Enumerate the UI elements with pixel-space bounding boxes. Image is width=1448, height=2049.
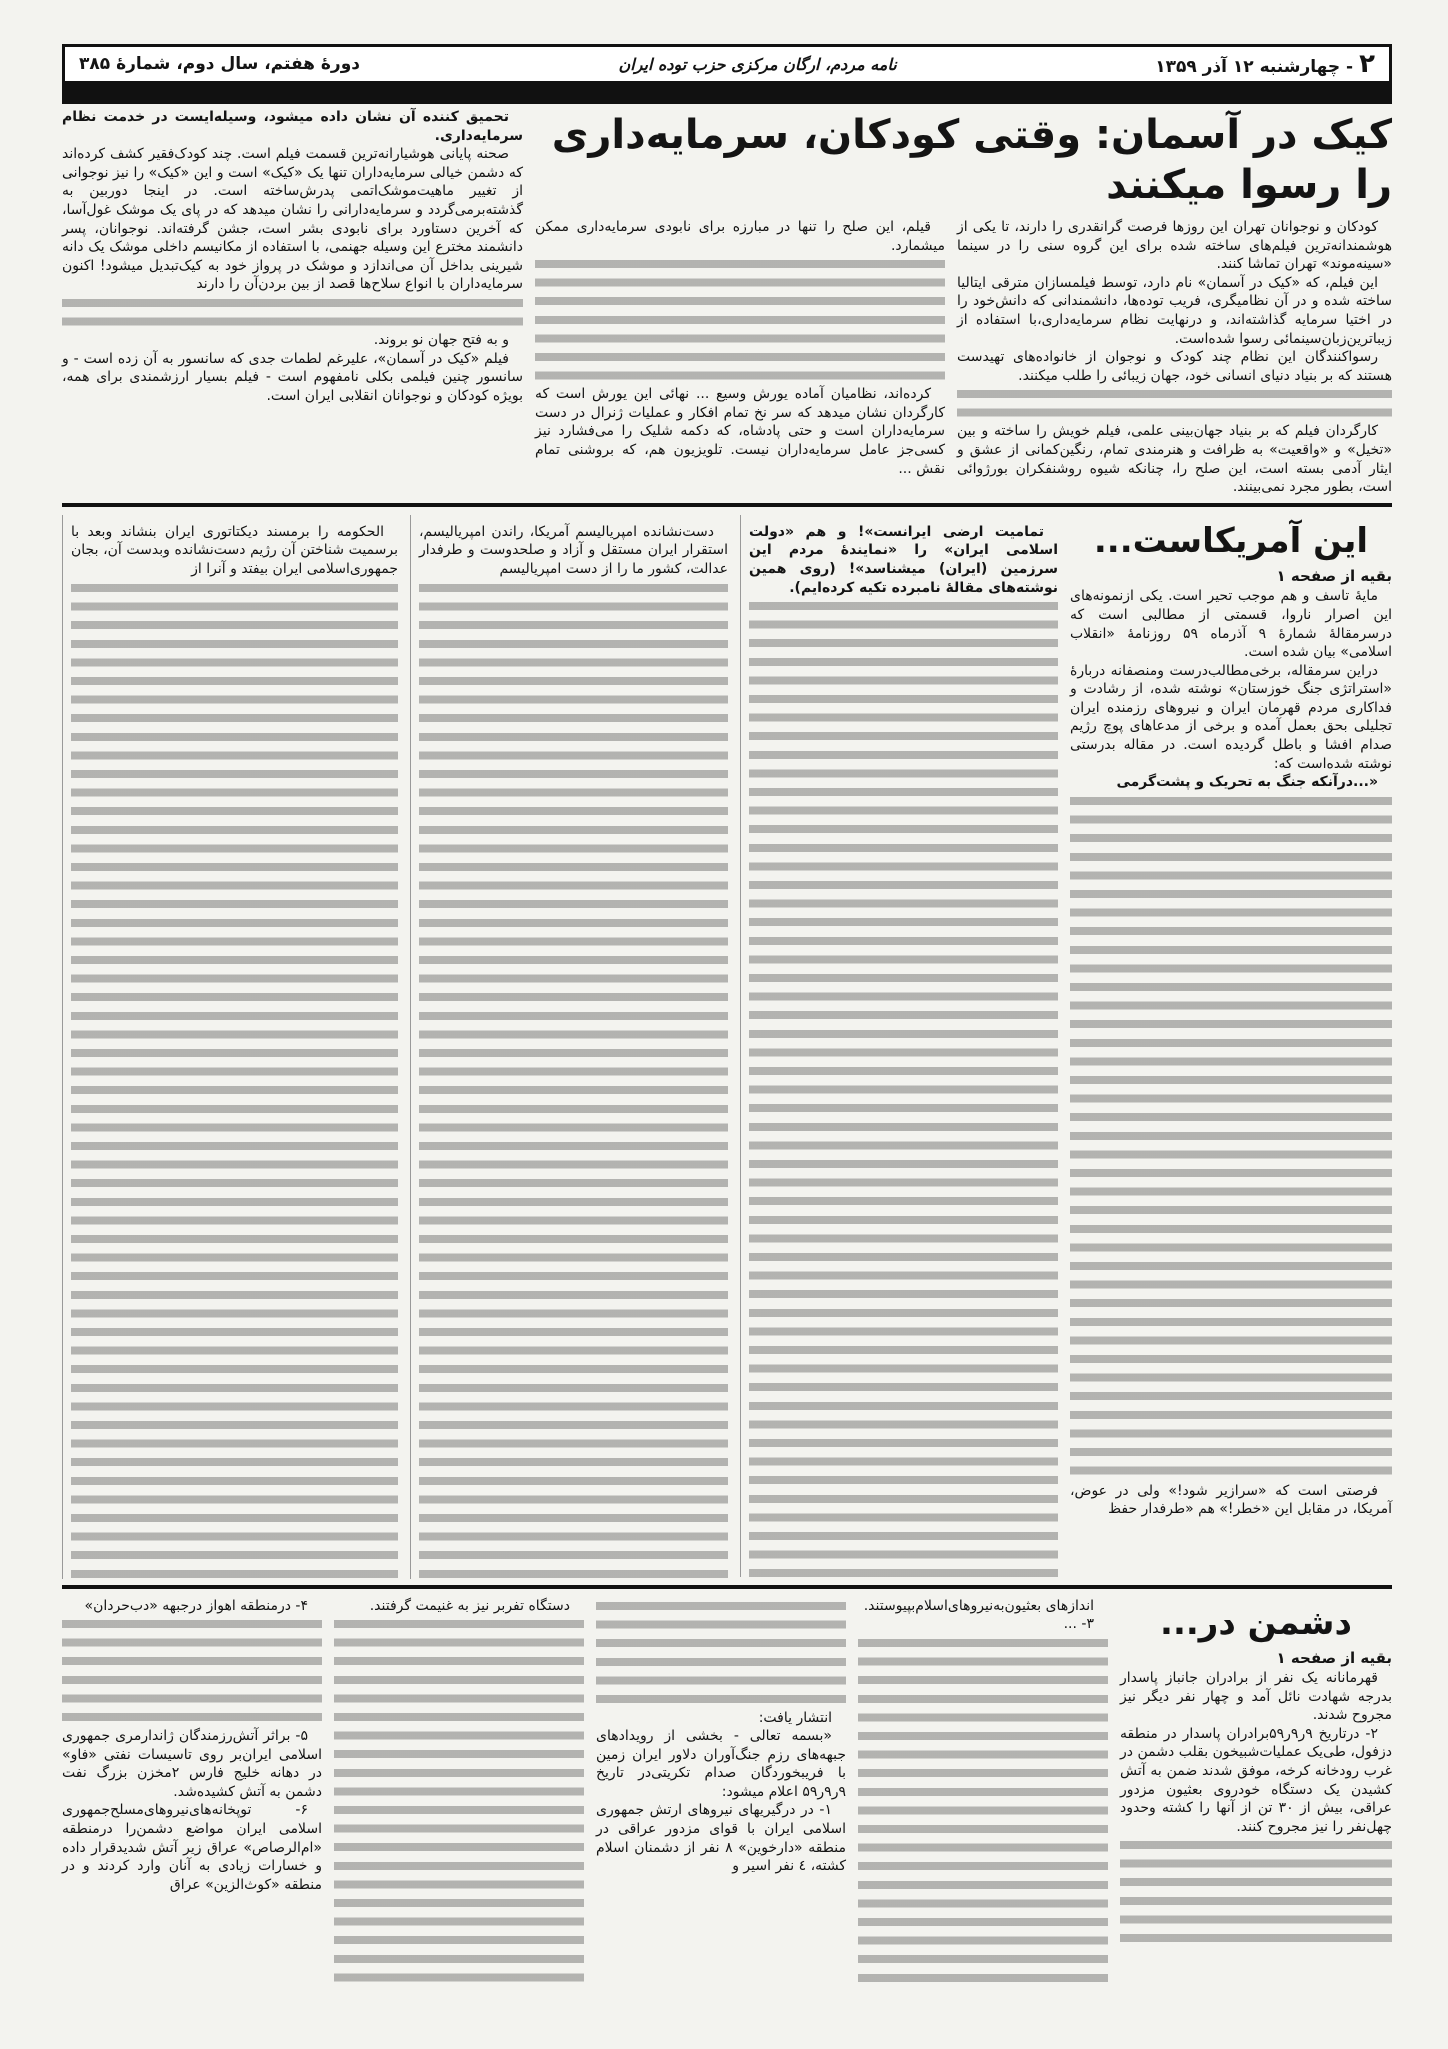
- paragraph: ۱- در درگیریهای نیروهای ارتش جمهوری اسلامی ایران با قوای مزدور عراقی در منطقه «دارخوین» ۸ نفر از دشمنان اسلام کشته، ٤ نفر اسیر و: [596, 1802, 846, 1875]
- section-divider: [62, 503, 1392, 507]
- section-divider: [62, 1585, 1392, 1589]
- text-lines: [957, 385, 1392, 422]
- paragraph: ۲- درتاریخ ۹ر۹ر۵۹برادران پاسدار در منطقه دزفول، طی‌یک عملیات‌شبیخون بقلب دشمن در غرب رودخانه کرخه، موفق شدند ضمن به آتش کشیدن یک دستگاه خودروی بعثیون مزدور عراقی، بیش از ۳۰ تن از آنها را کشته وحدود چهل‌نفر را نیز مجروح کنند.: [1120, 1725, 1392, 1835]
- page-number: ۲: [1359, 49, 1375, 79]
- paragraph: ۵- براثر آتش‌رزمندگان ژاندارمری جمهوری اسلامی ایران‌بر روی تاسیسات نفتی «فاو» در دهانه خلیج فارس ۲مخزن بزرگ نفت دشمن به آتش کشیده‌شد.: [62, 1728, 322, 1800]
- text-lines: [749, 597, 1058, 1577]
- paragraph: فرصتی است که «سرازیر شود!» ولی در عوض، آمریکا، در مقابل این «خطر!» هم «طرفدار حفظ: [1070, 1482, 1392, 1518]
- issue-info: دورهٔ هفتم، سال دوم، شمارهٔ ۳۸۵: [79, 54, 360, 74]
- article-enemy-headline: دشمن در...: [1160, 1602, 1352, 1643]
- paragraph: این فیلم، که «کیک در آسمان» نام دارد، توسط فیلمسازان مترقی ایتالیا ساخته شده و در آن نظامیگری، فریب توده‌ها، دانشمندانی که دانش‌خود را در اختیا سرمایه گذاشته‌اند، و درنهایت نظام سرمایه‌داری،با استفاده از زیباترین‌زبان‌سینمائی رسوا شده‌است.: [957, 274, 1392, 347]
- film-col-right: [957, 218, 1392, 497]
- paragraph: رسواکنندگان این نظام چند کودک و نوجوان از خانواده‌های تهیدست هستند که بر بنیاد دنیای انسانی خود، جهان زیبائی را طلب میکنند.: [957, 349, 1392, 384]
- paragraph: ۳- ...: [1063, 1616, 1094, 1633]
- continued-label: بقیه از صفحه ۱: [1276, 566, 1392, 585]
- paragraph: تحمیق کننده آن نشان داده میشود، وسیله‌ایست در خدمت نظام سرمایه‌داری.: [62, 109, 523, 144]
- america-col-2: [740, 515, 1058, 1577]
- america-col-4: [62, 515, 398, 1579]
- masthead-bar: [65, 81, 1389, 101]
- enemy-col-1: [1120, 1597, 1392, 1947]
- paragraph: ۶- توپخانه‌های‌نیروهای‌مسلح‌جمهوری اسلامی ایران مواضع دشمن‌را درمنطقه «ام‌الرصاص» عراق زیر آتش شدیدقرار داده و خسارات زیادی به آنان وارد کردند و در منطقه «کوث‌الزین» عراق: [62, 1802, 322, 1893]
- paragraph: دراین سرمقاله، برخی‌مطالب‌درست ومنصفانه دربارهٔ «استراتژی جنگ خوزستان» نوشته شده، از رشادت و فداکاری مردم قهرمان ایران و نیروهای رزمنده ایران تجلیلی بحق بعمل آمده و برخی از مدعاهای پوچ رژیم صدام افشا و باطل گردیده است. در مقاله بدرستی نوشته شده‌است که:: [1070, 662, 1392, 772]
- paragraph: قهرمانانه یک نفر از برادران جانباز پاسدار بدرجه شهادت نائل آمد و چهار نفر دیگر نیز مجروح شدند.: [1120, 1670, 1392, 1724]
- continued-label: بقیه از صفحه ۱: [1276, 1648, 1392, 1667]
- text-lines: [1120, 1836, 1392, 1946]
- text-lines: [62, 294, 523, 331]
- text-lines: [535, 255, 945, 385]
- paragraph: فیلم «کیک در آسمان»، علیرغم لطمات جدی که سانسور به آن زده است - و سانسور چنین فیلمی بکلی نامفهوم است - فیلم بسیار ارزشمندی برای همه، بویژه کودکان و نوجوانان انقلابی ایران است.: [62, 350, 523, 404]
- paragraph: «...درآنکه جنگ به تحریک و پشت‌گرمی: [1116, 774, 1378, 791]
- paragraph: «بسمه تعالی - بخشی از رویدادهای جبهه‌های رزم جنگ‌آوران دلاور ایران زمین با فریبخوردگان صدام تکریتی‌در تاریخ ۹ر۹ر۵۹ اعلام میشود:: [596, 1728, 846, 1800]
- text-lines: [858, 1634, 1108, 1984]
- enemy-col-3: [596, 1597, 846, 1876]
- paragraph: کرده‌اند، نظامیان آماده یورش وسیع ... نهائی این یورش است که کارگردان نشان میدهد که سر نخ تمام افکار و عملیات ژنرال در دست سرمایه‌داران است و حتی پادشاه، که دکمه شلیک را می‌فشارد نیز کسی‌جز عامل سرمایه‌داران نیست. تلویزیون هم، که بروشنی تمام نقش ...: [535, 386, 945, 477]
- paragraph: انتشار یافت:: [758, 1709, 832, 1726]
- paragraph: الحکومه را برمسند دیکتاتوری ایران بنشاند وبعد با برسمیت شناختن آن رژیم دست‌نشانده وبدست آن، بجان جمهوری‌اسلامی ایران بیفتد و آنرا از: [71, 523, 398, 577]
- newspaper-page: [62, 0, 1392, 1995]
- enemy-col-2: [858, 1597, 1108, 1984]
- paragraph: دست‌نشانده امپریالیسم آمریکا، راندن امپریالیسم، استقرار ایران مستقل و آزاد و صلحدوست و طرفدار عدالت، کشور ما را از دست امپریالیسم: [419, 523, 728, 577]
- enemy-col-5: [62, 1597, 322, 1895]
- film-col-left: [62, 104, 523, 405]
- page-date: [1155, 49, 1375, 79]
- paragraph: تمامیت ارضی ایرانست»! و هم «دولت اسلامی ایران» را «نمایندهٔ مردم این سرزمین (ایران) میشناسد»! (روی همین نوشته‌های مقالهٔ نامبرده تکیه کرده‌ایم).: [749, 523, 1058, 596]
- paragraph: ۴- درمنطقه اهواز درجبهه «دب‌حردان»: [84, 1597, 308, 1614]
- paragraph: مایهٔ تاسف و هم موجب تحیر است. یکی ازنمونه‌های این اصرار ناروا، قسمتی از مطالبی است که درسرمقالهٔ شمارهٔ ۹ آذرماه ۵۹ روزنامهٔ «انقلاب اسلامی» بیان شده است.: [1070, 588, 1392, 661]
- article-enemy: [62, 1597, 1392, 1986]
- text-lines: [334, 1615, 584, 1985]
- masthead: [62, 44, 1392, 104]
- paragraph: و به فتح جهان نو بروند.: [373, 331, 509, 348]
- article-america-headline: این آمریکاست...: [1093, 520, 1369, 561]
- text-lines: [62, 1615, 322, 1727]
- film-col-mid: [535, 218, 945, 478]
- america-col-1: [1070, 515, 1392, 1519]
- paragraph: صحنه پایانی هوشیارانه‌ترین قسمت فیلم است. چند کودک‌فقیر کشف کرده‌اند که دشمن خیالی سرمایه‌داران تنها یک «کیک» است و این «کیک» را نیز نوجوانی از تغییر ماهیت‌موشک‌اتمی پدرش‌ساخته است. در اینجا دوربین به گذشته‌برمی‌گردد و سرمایه‌دارانی را نشان میدهد که در پای یک موشک غول‌آسا، که آخرین دستاورد برای نابودی بشر است، جشن گرفته‌اند. نوجوانان، پسر دانشمند مخترع این وسیله جهنمی، با استفاده از مکانیسم داخلی موشک یک دانه شیرینی بداخل آن می‌اندازد و موشک در پرواز خود به کیک‌تبدیل میشود! اکنون سرمایه‌داران با انواع سلاح‌ها قصد از بین بردن‌آن را دارند: [62, 146, 523, 293]
- paragraph: قیلم، این صلح را تنها در مبارزه برای نابودی سرمایه‌داری ممکن میشمارد.: [535, 219, 945, 254]
- text-lines: [596, 1597, 846, 1709]
- america-col-3: [410, 515, 728, 1579]
- paper-title: نامه مردم، ارگان مرکزی حزب توده ایران: [618, 54, 897, 74]
- article-film-headline: کیک در آسمان: وقتی کودکان، سرمایه‌داری را رسوا میکنند: [551, 112, 1392, 208]
- paragraph: کودکان و نوجوانان تهران این روزها فرصت گرانقدری را دارند، تا یکی از هوشمندانه‌ترین فیلم‌های ساخته شده برای این گروه سنی را در سینما «سینه‌موند» تهران تماشا کنند.: [957, 219, 1392, 273]
- paragraph: اندازهای بعثیون‌به‌نیروهای‌اسلام‌بپیوستند.: [863, 1597, 1094, 1614]
- article-film: [62, 104, 1392, 497]
- text-lines: [1070, 792, 1392, 1482]
- paragraph: کارگردان فیلم که بر بنیاد جهان‌بینی علمی، فیلم خویش را ساخته و بین «تخیل» و «واقعیت» به ظرافت و هنرمندی تمام، رنگین‌کمانی از عشق و ایثار آدمی بسته است، این صلح را، چنانکه شیوه روشنفکران بورژوائی است، بطور مجرد نمی‌بینند.: [957, 423, 1392, 496]
- paragraph: دستگاه تفربر نیز به غنیمت گرفتند.: [369, 1597, 570, 1614]
- enemy-col-4: [334, 1597, 584, 1986]
- article-america: [62, 515, 1392, 1579]
- text-lines: [71, 579, 398, 1579]
- text-lines: [419, 579, 728, 1579]
- date-text: - چهارشنبه ۱۲ آذر ۱۳۵۹: [1155, 57, 1354, 77]
